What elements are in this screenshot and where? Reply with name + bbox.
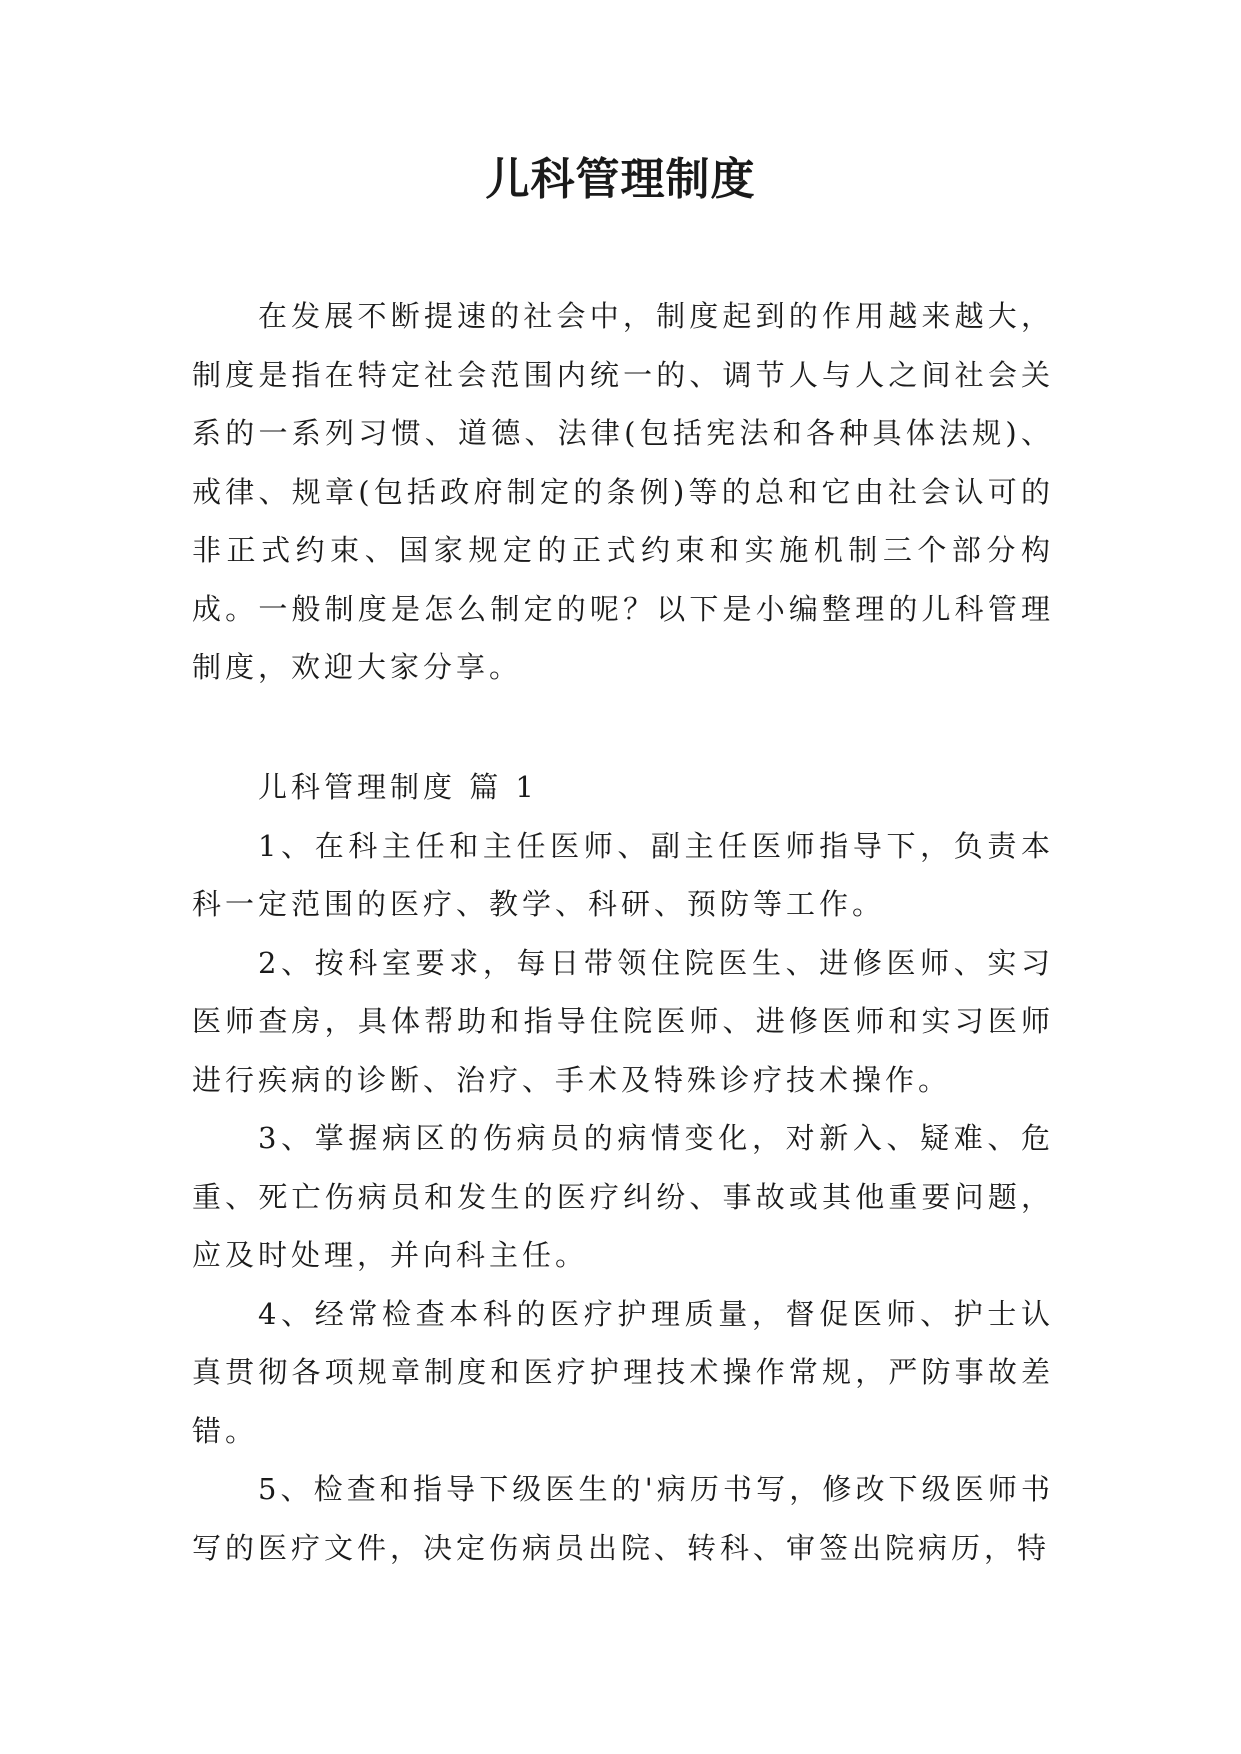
article-body bbox=[192, 758, 1054, 1577]
section-heading: 儿科管理制度 篇 1 bbox=[258, 770, 538, 804]
list-item: 4、经常检查本科的医疗护理质量，督促医师、护士认真贯彻各项规章制度和医疗护理技术操作常规，严防事故差错。 bbox=[192, 1296, 1054, 1448]
list-item: 2、按科室要求，每日带领住院医生、进修医师、实习医师查房，具体帮助和指导住院医师、进修医师和实习医师进行疾病的诊断、治疗、手术及特殊诊疗技术操作。 bbox=[192, 945, 1054, 1097]
intro-paragraph: 在发展不断提速的社会中，制度起到的作用越来越大，制度是指在特定社会范围内统一的、调节人与人之间社会关系的一系列习惯、道德、法律(包括宪法和各种具体法规)、戒律、规章(包括政府制定的条例)等的总和它由社会认可的非正式约束、国家规定的正式约束和实施机制三个部分构成。一般制度是怎么制定的呢？以下是小编整理的儿科管理制度，欢迎大家分享。 bbox=[192, 299, 1054, 684]
list-item: 1、在科主任和主任医师、副主任医师指导下，负责本科一定范围的医疗、教学、科研、预防等工作。 bbox=[192, 828, 1054, 921]
document-title: 儿科管理制度 bbox=[485, 154, 756, 205]
list-item: 5、检查和指导下级医生的'病历书写，修改下级医师书写的医疗文件，决定伤病员出院、转科、审签出院病历，特 bbox=[192, 1472, 1054, 1565]
list-item: 3、掌握病区的伤病员的病情变化，对新入、疑难、危重、死亡伤病员和发生的医疗纠纷、事故或其他重要问题，应及时处理，并向科主任。 bbox=[192, 1121, 1054, 1272]
